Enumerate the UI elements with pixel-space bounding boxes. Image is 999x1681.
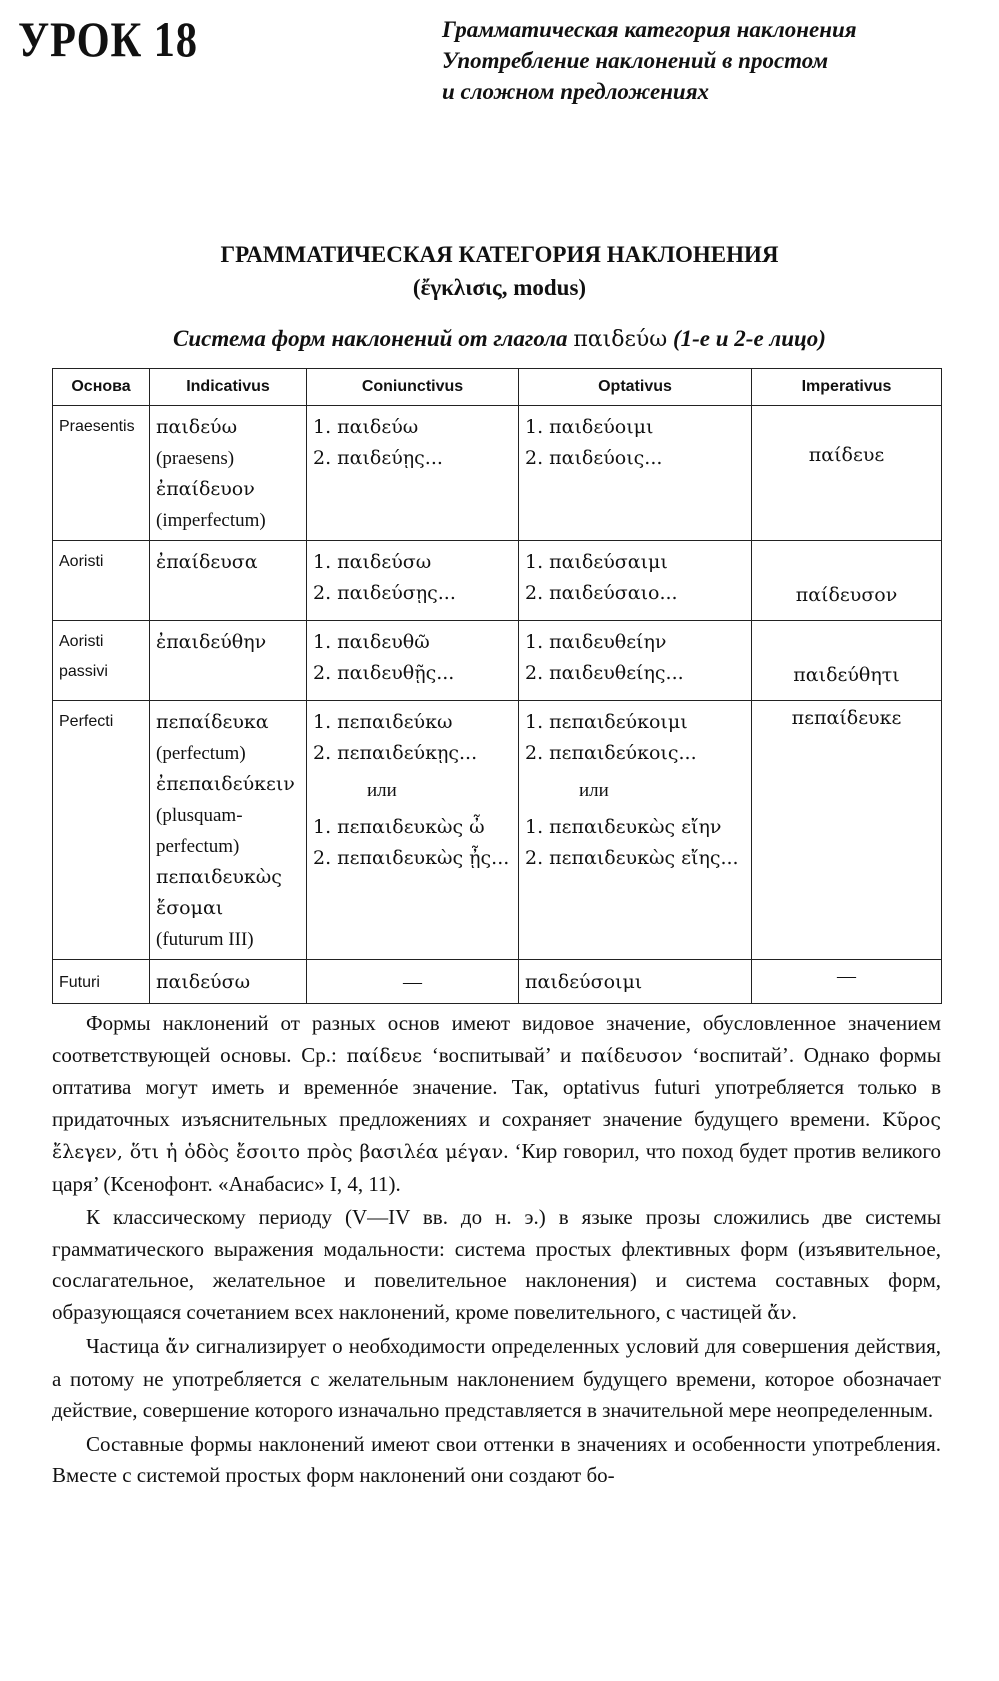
caption-text: Система форм наклонений от глагола: [173, 326, 574, 351]
optative-cell: 1. παιδεύοιμι 2. παιδεύοις...: [519, 406, 752, 541]
column-header: Indicativus: [150, 369, 307, 406]
lesson-topic: и сложном предложениях: [442, 79, 710, 104]
table-header-row: [53, 369, 942, 406]
stem-cell: Futuri: [53, 960, 150, 1004]
indicative-cell: παιδεύσω: [150, 960, 307, 1004]
greek-term: παίδευε: [346, 1044, 422, 1067]
optative-cell: 1. παιδεύσαιμι 2. παιδεύσαιο...: [519, 541, 752, 621]
indicative-cell: πεπαίδευκα (perfectum) ἐπεπαιδεύκειν (plusquam- perfectum) πεπαιδευκὼς ἔσομαι (futurum III): [150, 701, 307, 960]
stem-cell: Aoristi: [53, 541, 150, 621]
column-header: Основа: [53, 369, 150, 406]
or-label: или: [367, 780, 397, 801]
greek-term: παίδευσον: [580, 1044, 683, 1067]
body-text: [52, 1008, 941, 1494]
stem-cell: Aoristi passivi: [53, 621, 150, 701]
stem-cell: Perfecti: [53, 701, 150, 960]
or-label: или: [579, 780, 609, 801]
section-subtitle: (ἔγκλισις, modus): [412, 275, 587, 300]
paragraph: Частица ἄν сигнализирует о необходимости определенных условий для совершения действия, а потому не употребляется с желательным наклонением будущего времени, которое обозначает действие, совершение которого изначально представляется в значительной мере неопределенным.: [52, 1334, 942, 1422]
indicative-cell: ἐπαίδευσα: [150, 541, 307, 621]
table-row: [53, 541, 942, 621]
lesson-number: УРОК 18: [18, 11, 198, 67]
table-caption: [0, 324, 999, 355]
optative-cell: 1. πεπαιδεύκοιμι 2. πεπαιδεύκοις... или 1. πεπαιδευκὼς εἴην 2. πεπαιδευκὼς εἴης...: [519, 701, 752, 960]
caption-verb: παιδεύω: [573, 327, 668, 352]
conjunctive-cell: 1. παιδεύω 2. παιδεύῃς...: [307, 406, 519, 541]
table-row: [53, 701, 942, 960]
imperative-cell: παίδευσον: [752, 541, 942, 621]
paragraph: К классическому периоду (V—IV вв. до н. э.) в языке прозы сложились две системы грамматического выражения модальности: система простых флективных форм (изъявительное, сослагательное, желательное и повелительное наклонения) и система составных форм, образующаяся сочетанием всех наклонений, кроме повелительного, с частицей ἄν.: [52, 1205, 941, 1324]
stem-cell: Praesentis: [53, 406, 150, 541]
imperative-cell: πεπαίδευκε: [752, 701, 942, 960]
table-row: [53, 621, 942, 701]
column-header: Coniunctivus: [307, 369, 519, 406]
lesson-topics: [442, 14, 982, 107]
imperative-cell: παίδευε: [752, 406, 942, 541]
lesson-topic: Грамматическая категория наклонения: [442, 17, 857, 42]
conjunctive-cell: 1. παιδεύσω 2. παιδεύσῃς...: [307, 541, 519, 621]
imperative-cell: —: [752, 960, 942, 1004]
indicative-cell: ἐπαιδεύθην: [150, 621, 307, 701]
paragraph: Формы наклонений от разных основ имеют видовое значение, обусловленное значением соответствующей основы. Ср.: παίδευε ‘воспитывай’ и παίδευσον ‘воспитай’. Однако формы оптатива могут иметь и временнóе значение. Так, optativus futuri употребляется только в придаточных изъяснительных предложениях и сохраняет значение будущего времени. Κῦρος ἔλεγεν, ὅτι ἡ ὁδὸς ἔσοιτο πρὸς βασιλέα μέγαν. ‘Кир говорил, что поход будет против великого царя’ (Ксенофонт. «Анабасис» I, 4, 11).: [52, 1011, 941, 1196]
paragraph: Составные формы наклонений имеют свои оттенки в значениях и особенности употребления. Вместе с системой простых форм наклонений они создают бо-: [52, 1431, 941, 1487]
conjunctive-cell: 1. πεπαιδεύκω 2. πεπαιδεύκῃς... или 1. πεπαιδευκὼς ὦ 2. πεπαιδευκὼς ᾖς...: [307, 701, 519, 960]
section-title: ГРАММАТИЧЕСКАЯ КАТЕГОРИЯ НАКЛОНЕНИЯ: [220, 242, 779, 267]
imperative-cell: παιδεύθητι: [752, 621, 942, 701]
column-header: Optativus: [519, 369, 752, 406]
conjunctive-cell: 1. παιδευθῶ 2. παιδευθῇς...: [307, 621, 519, 701]
lesson-topic: Употребление наклонений в простом: [442, 48, 829, 73]
table-row: [53, 406, 942, 541]
greek-term: ἄν: [767, 1301, 792, 1324]
conjunctive-cell: —: [307, 960, 519, 1004]
greek-quote: Κῦρος ἔλεγεν, ὅτι ἡ ὁδὸς ἔσοιτο πρὸς βασιλέα μέγαν: [52, 1108, 941, 1163]
caption-text: (1-е и 2-е лицо): [667, 326, 826, 351]
optative-cell: 1. παιδευθείην 2. παιδευθείης...: [519, 621, 752, 701]
greek-term: ἄν: [165, 1336, 190, 1358]
section-heading: [0, 238, 999, 304]
optative-cell: παιδεύσοιμι: [519, 960, 752, 1004]
indicative-cell: παιδεύω (praesens) ἐπαίδευον (imperfectum): [150, 406, 307, 541]
table-row: [53, 960, 942, 1004]
mood-forms-table: [52, 368, 942, 1004]
column-header: Imperativus: [752, 369, 942, 406]
